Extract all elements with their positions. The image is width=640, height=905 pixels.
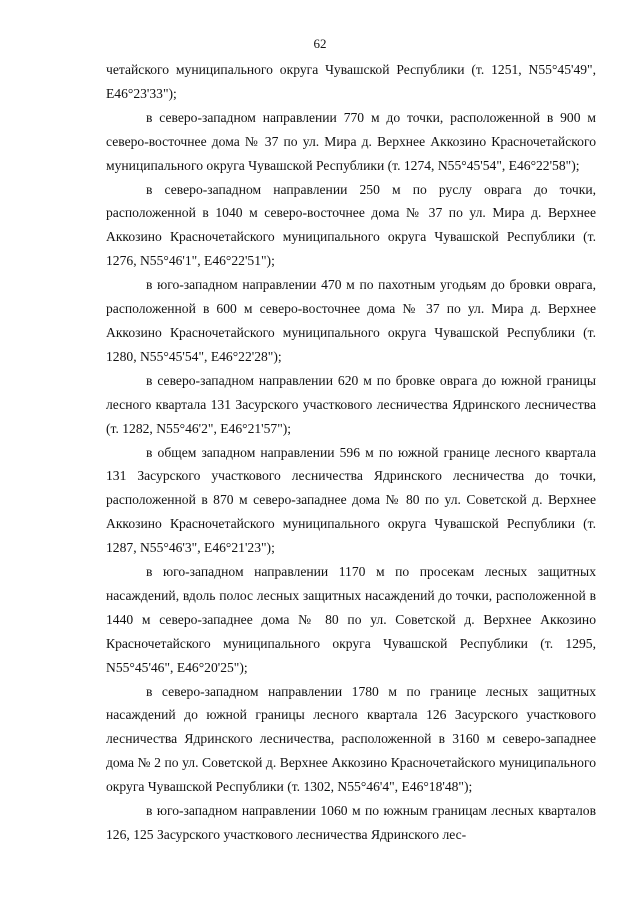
paragraph: в северо-западном направлении 620 м по бровке оврага до южной границы лесного квартала 131 Засурского участкового лесничества Ядринского лесничества (т. 1282, N55°46'2", E46°21'57");: [106, 372, 596, 436]
page-number: 62: [313, 36, 327, 51]
paragraph-continuation: четайского муниципального округа Чувашской Республики (т. 1251, N55°45'49", E46°23'33");: [106, 62, 596, 101]
paragraph: в северо-западном направлении 770 м до точки, расположенной в 900 м северо-восточнее дома № 37 по ул. Мира д. Верхнее Аккозино Красночетайского муниципального округа Чувашской Республики (т. 1274, N55°45'54", E46°22'58");: [106, 109, 596, 173]
document-body: [106, 58, 596, 847]
paragraph: в юго-западном направлении 1060 м по южным границам лесных кварталов 126, 125 Засурского участкового лесничества Ядринского лес-: [106, 803, 596, 842]
paragraph: в северо-западном направлении 250 м по руслу оврага до точки, расположенной в 1040 м северо-восточнее дома № 37 по ул. Мира д. Верхнее Аккозино Красночетайского муниципального округа Чувашской Республики (т. 1276, N55°46'1", E46°22'51");: [106, 181, 596, 269]
paragraph: в общем западном направлении 596 м по южной границе лесного квартала 131 Засурского участкового лесничества Ядринского лесничества до точки, расположенной в 870 м северо-западнее дома № 80 по ул. Советской д. Верхнее Аккозино Красночетайского муниципального округа Чувашской Республики (т. 1287, N55°46'3", E46°21'23");: [106, 444, 596, 556]
paragraph: в юго-западном направлении 1170 м по просекам лесных защитных насаждений, вдоль полос лесных защитных насаждений до точки, расположенной в 1440 м северо-западнее дома № 80 по ул. Советской д. Верхнее Аккозино Красночетайского муниципального округа Чувашской Республики (т. 1295, N55°45'46", E46°20'25");: [106, 564, 596, 675]
paragraph: в юго-западном направлении 470 м по пахотным угодьям до бровки оврага, расположенной в 600 м северо-восточнее дома № 37 по ул. Мира д. Верхнее Аккозино Красночетайского муниципального округа Чувашской Республики (т. 1280, N55°45'54", E46°22'28");: [106, 277, 596, 364]
paragraph: в северо-западном направлении 1780 м по границе лесных защитных насаждений до южной границы лесного квартала 126 Засурского участкового лесничества Ядринского лесничества, расположенной в 3160 м северо-западнее дома № 2 по ул. Советской д. Верхнее Аккозино Красночетайского муниципального округа Чувашской Республики (т. 1302, N55°46'4", E46°18'48");: [106, 683, 596, 795]
